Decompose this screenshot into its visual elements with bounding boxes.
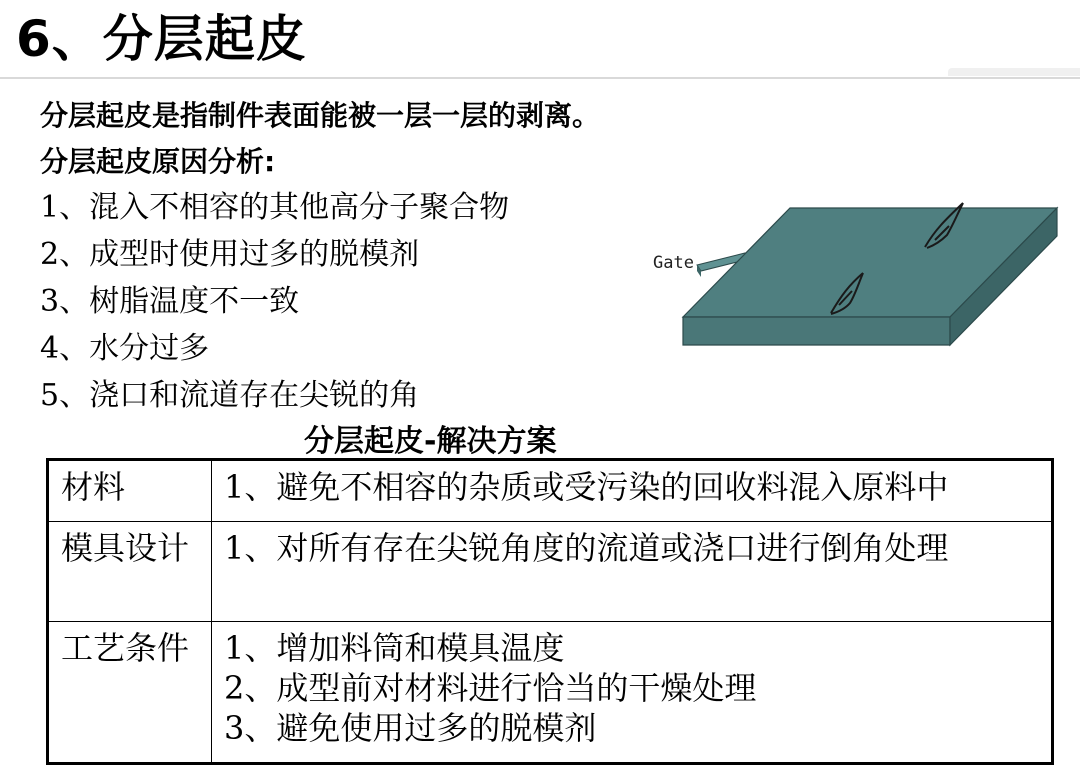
category-cell: 工艺条件 [48,622,212,764]
solution-item: 3、避免使用过多的脱模剂 [224,709,597,747]
category-cell: 材料 [48,460,212,522]
title-divider [0,77,1080,79]
cause-item: 4、水分过多 [40,331,210,366]
solution-cell [212,622,1053,764]
plate-top [683,208,1057,317]
table-row [48,460,1053,522]
cause-item: 5、浇口和流道存在尖锐的角 [40,378,420,413]
plate-front [683,317,950,345]
cause-item: 2、成型时使用过多的脱模剂 [40,237,420,272]
solution-cell [212,460,1053,522]
analysis-heading: 分层起皮原因分析: [40,145,276,178]
solution-title: 分层起皮-解决方案 [304,424,557,459]
delamination-illustration [645,195,1065,355]
cause-item: 1、混入不相容的其他高分子聚合物 [40,190,510,225]
gate-label: Gate [653,253,694,273]
solution-item: 1、避免不相容的杂质或受污染的回收料混入原料中 [224,468,949,506]
solution-cell [212,522,1053,622]
solution-item: 1、对所有存在尖锐角度的流道或浇口进行倒角处理 [224,529,949,567]
solution-table [46,458,1054,765]
table-row [48,622,1053,764]
cause-item: 3、树脂温度不一致 [40,284,300,319]
solution-item: 1、增加料筒和模具温度 [224,629,565,667]
title-bar [0,0,1080,78]
solution-item: 2、成型前对材料进行恰当的干燥处理 [224,669,757,707]
category-cell: 模具设计 [48,522,212,622]
page-title: 6、分层起皮 [16,10,307,68]
title-decoration [948,68,1080,76]
definition-text: 分层起皮是指制件表面能被一层一层的剥离。 [40,99,601,132]
table-row [48,522,1053,622]
